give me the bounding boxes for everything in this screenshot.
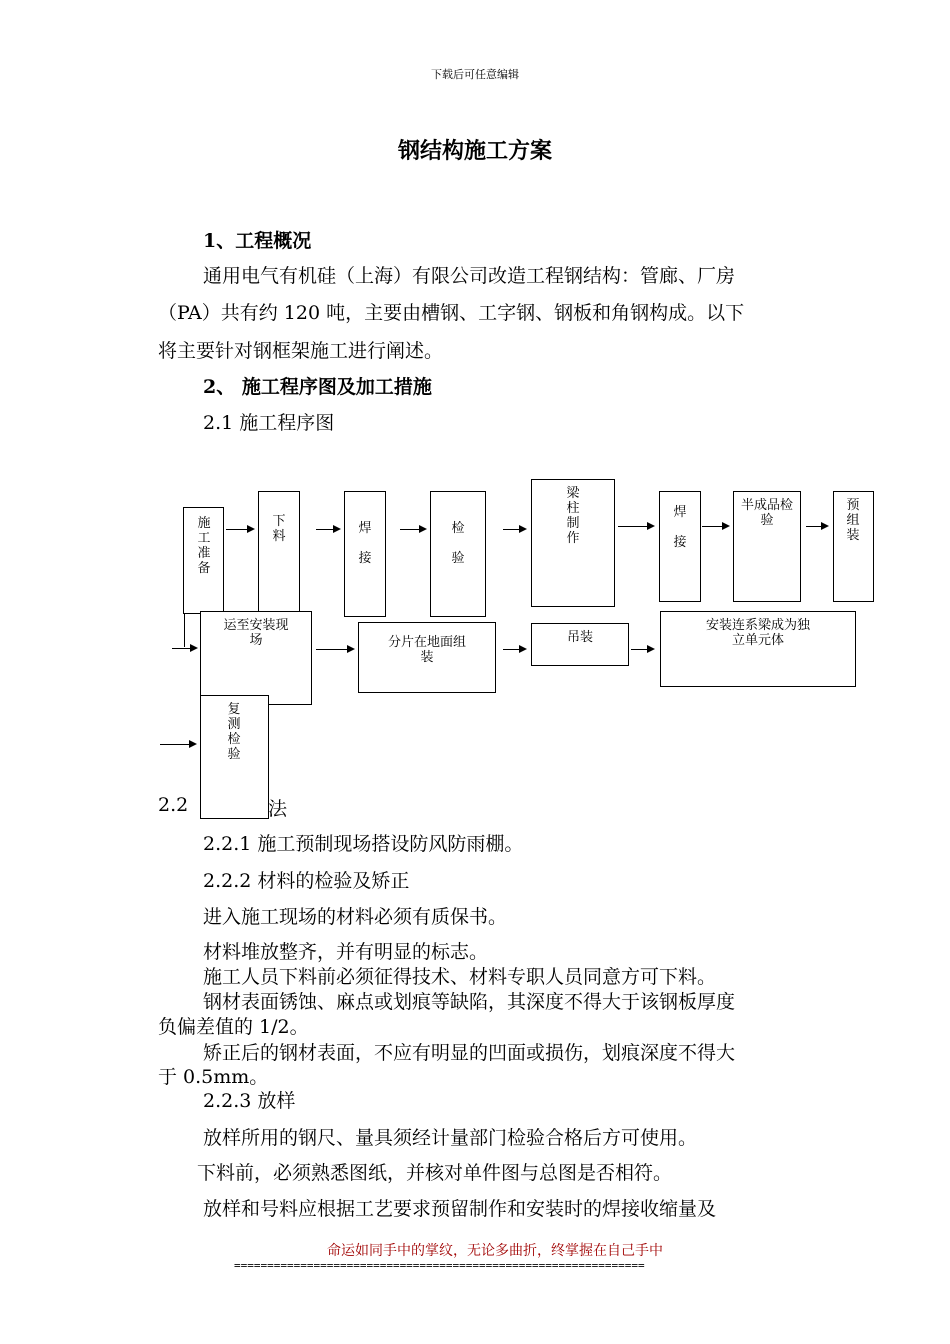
flow-box-preassembly (833, 491, 874, 602)
footer-rule: ============================================================== (234, 1259, 645, 1272)
flow-box-welding-2-label: 焊接 (673, 505, 687, 550)
flow-box-semi-inspection (733, 491, 801, 602)
flow-box-connect-beams (660, 611, 856, 687)
body-line: 材料堆放整齐，并有明显的标志。 (203, 941, 489, 963)
flow-box-prep (183, 507, 224, 614)
document-title: 钢结构施工方案 (397, 138, 552, 164)
flow-box-recheck (200, 695, 269, 819)
flow-box-cutting-label: 下料 (272, 514, 286, 544)
flow-box-preassembly-label: 预组装 (846, 498, 860, 543)
body-line: 下料前，必须熟悉图纸，并核对单件图与总图是否相符。 (197, 1162, 673, 1184)
section2-2-2: 2.2.2 材料的检验及矫正 (203, 870, 410, 892)
flow-arrow (631, 649, 653, 650)
flow-box-ground-assembly (358, 622, 496, 693)
flow-arrow (172, 648, 196, 649)
section1-heading: 1、工程概况 (203, 230, 312, 252)
flow-box-beam-column-label: 梁柱制作 (566, 486, 580, 546)
section2-2-3: 2.2.3 放样 (203, 1090, 296, 1112)
flow-arrow (702, 526, 728, 527)
body-line: 负偏差值的 1/2。 (158, 1016, 309, 1038)
flow-box-inspection-label: 检验 (451, 521, 465, 566)
body-line: 钢材表面锈蚀、麻点或划痕等缺陷，其深度不得大于该钢板厚度 (203, 991, 736, 1013)
body-line: 于 0.5mm。 (158, 1066, 269, 1088)
body-line: 进入施工现场的材料必须有质保书。 (203, 906, 508, 928)
section1-line2: （PA）共有约 120 吨，主要由槽钢、工字钢、钢板和角钢构成。以下 (158, 302, 745, 324)
body-line: 放样和号料应根据工艺要求预留制作和安装时的焊接收缩量及 (203, 1198, 717, 1220)
flow-arrow (400, 529, 425, 530)
flow-box-beam-column (531, 479, 615, 607)
section1-line3: 将主要针对钢框架施工进行阐述。 (158, 340, 444, 362)
section2-2-heading: 2.2 (158, 794, 189, 816)
flow-arrow (503, 649, 525, 650)
flow-arrow (226, 529, 253, 530)
flow-box-recheck-label: 复测检验 (227, 702, 241, 762)
body-line: 施工人员下料前必须征得技术、材料专职人员同意方可下料。 (203, 966, 717, 988)
flow-arrow (618, 526, 653, 527)
section1-line1: 通用电气有机硅（上海）有限公司改造工程钢结构：管廊、厂房 (203, 265, 736, 287)
flow-arrow (503, 529, 525, 530)
flow-box-welding-2 (659, 491, 701, 602)
flow-box-connect-beams-label: 安装连系梁成为独立单元体 (705, 618, 810, 648)
flow-box-welding-1-label: 焊接 (358, 521, 372, 566)
flow-box-ground-assembly-label: 分片在地面组装 (387, 635, 466, 665)
flow-box-prep-label: 施工准备 (197, 516, 211, 576)
flow-box-transport-label: 运至安装现场 (223, 618, 289, 648)
page-header: 下载后可任意编辑 (431, 68, 519, 81)
section2-2-1: 2.2.1 施工预制现场搭设防风防雨棚。 (203, 833, 524, 855)
flow-box-welding-1 (344, 491, 386, 617)
section2-heading: 2、 施工程序图及加工措施 (203, 376, 432, 398)
body-line: 放样所用的钢尺、量具须经计量部门检验合格后方可使用。 (203, 1127, 698, 1149)
body-line: 矫正后的钢材表面，不应有明显的凹面或损伤，划痕深度不得大 (203, 1042, 736, 1064)
flow-arrow (316, 649, 353, 650)
flow-box-inspection (430, 491, 486, 617)
flow-box-hoisting-label: 吊装 (566, 630, 593, 645)
flow-box-transport (200, 611, 312, 705)
flow-arrow (316, 529, 339, 530)
flow-box-cutting (258, 491, 300, 619)
section2-1-heading: 2.1 施工程序图 (203, 412, 335, 434)
section2-2-heading-tail: 法 (268, 798, 288, 820)
footer-motto: 命运如同手中的掌纹，无论多曲折，终掌握在自己手中 (327, 1243, 663, 1259)
flow-arrow (160, 744, 195, 745)
flow-arrow (806, 526, 827, 527)
flow-box-semi-inspection-label: 半成品检验 (740, 498, 793, 528)
flow-box-hoisting (531, 623, 629, 666)
